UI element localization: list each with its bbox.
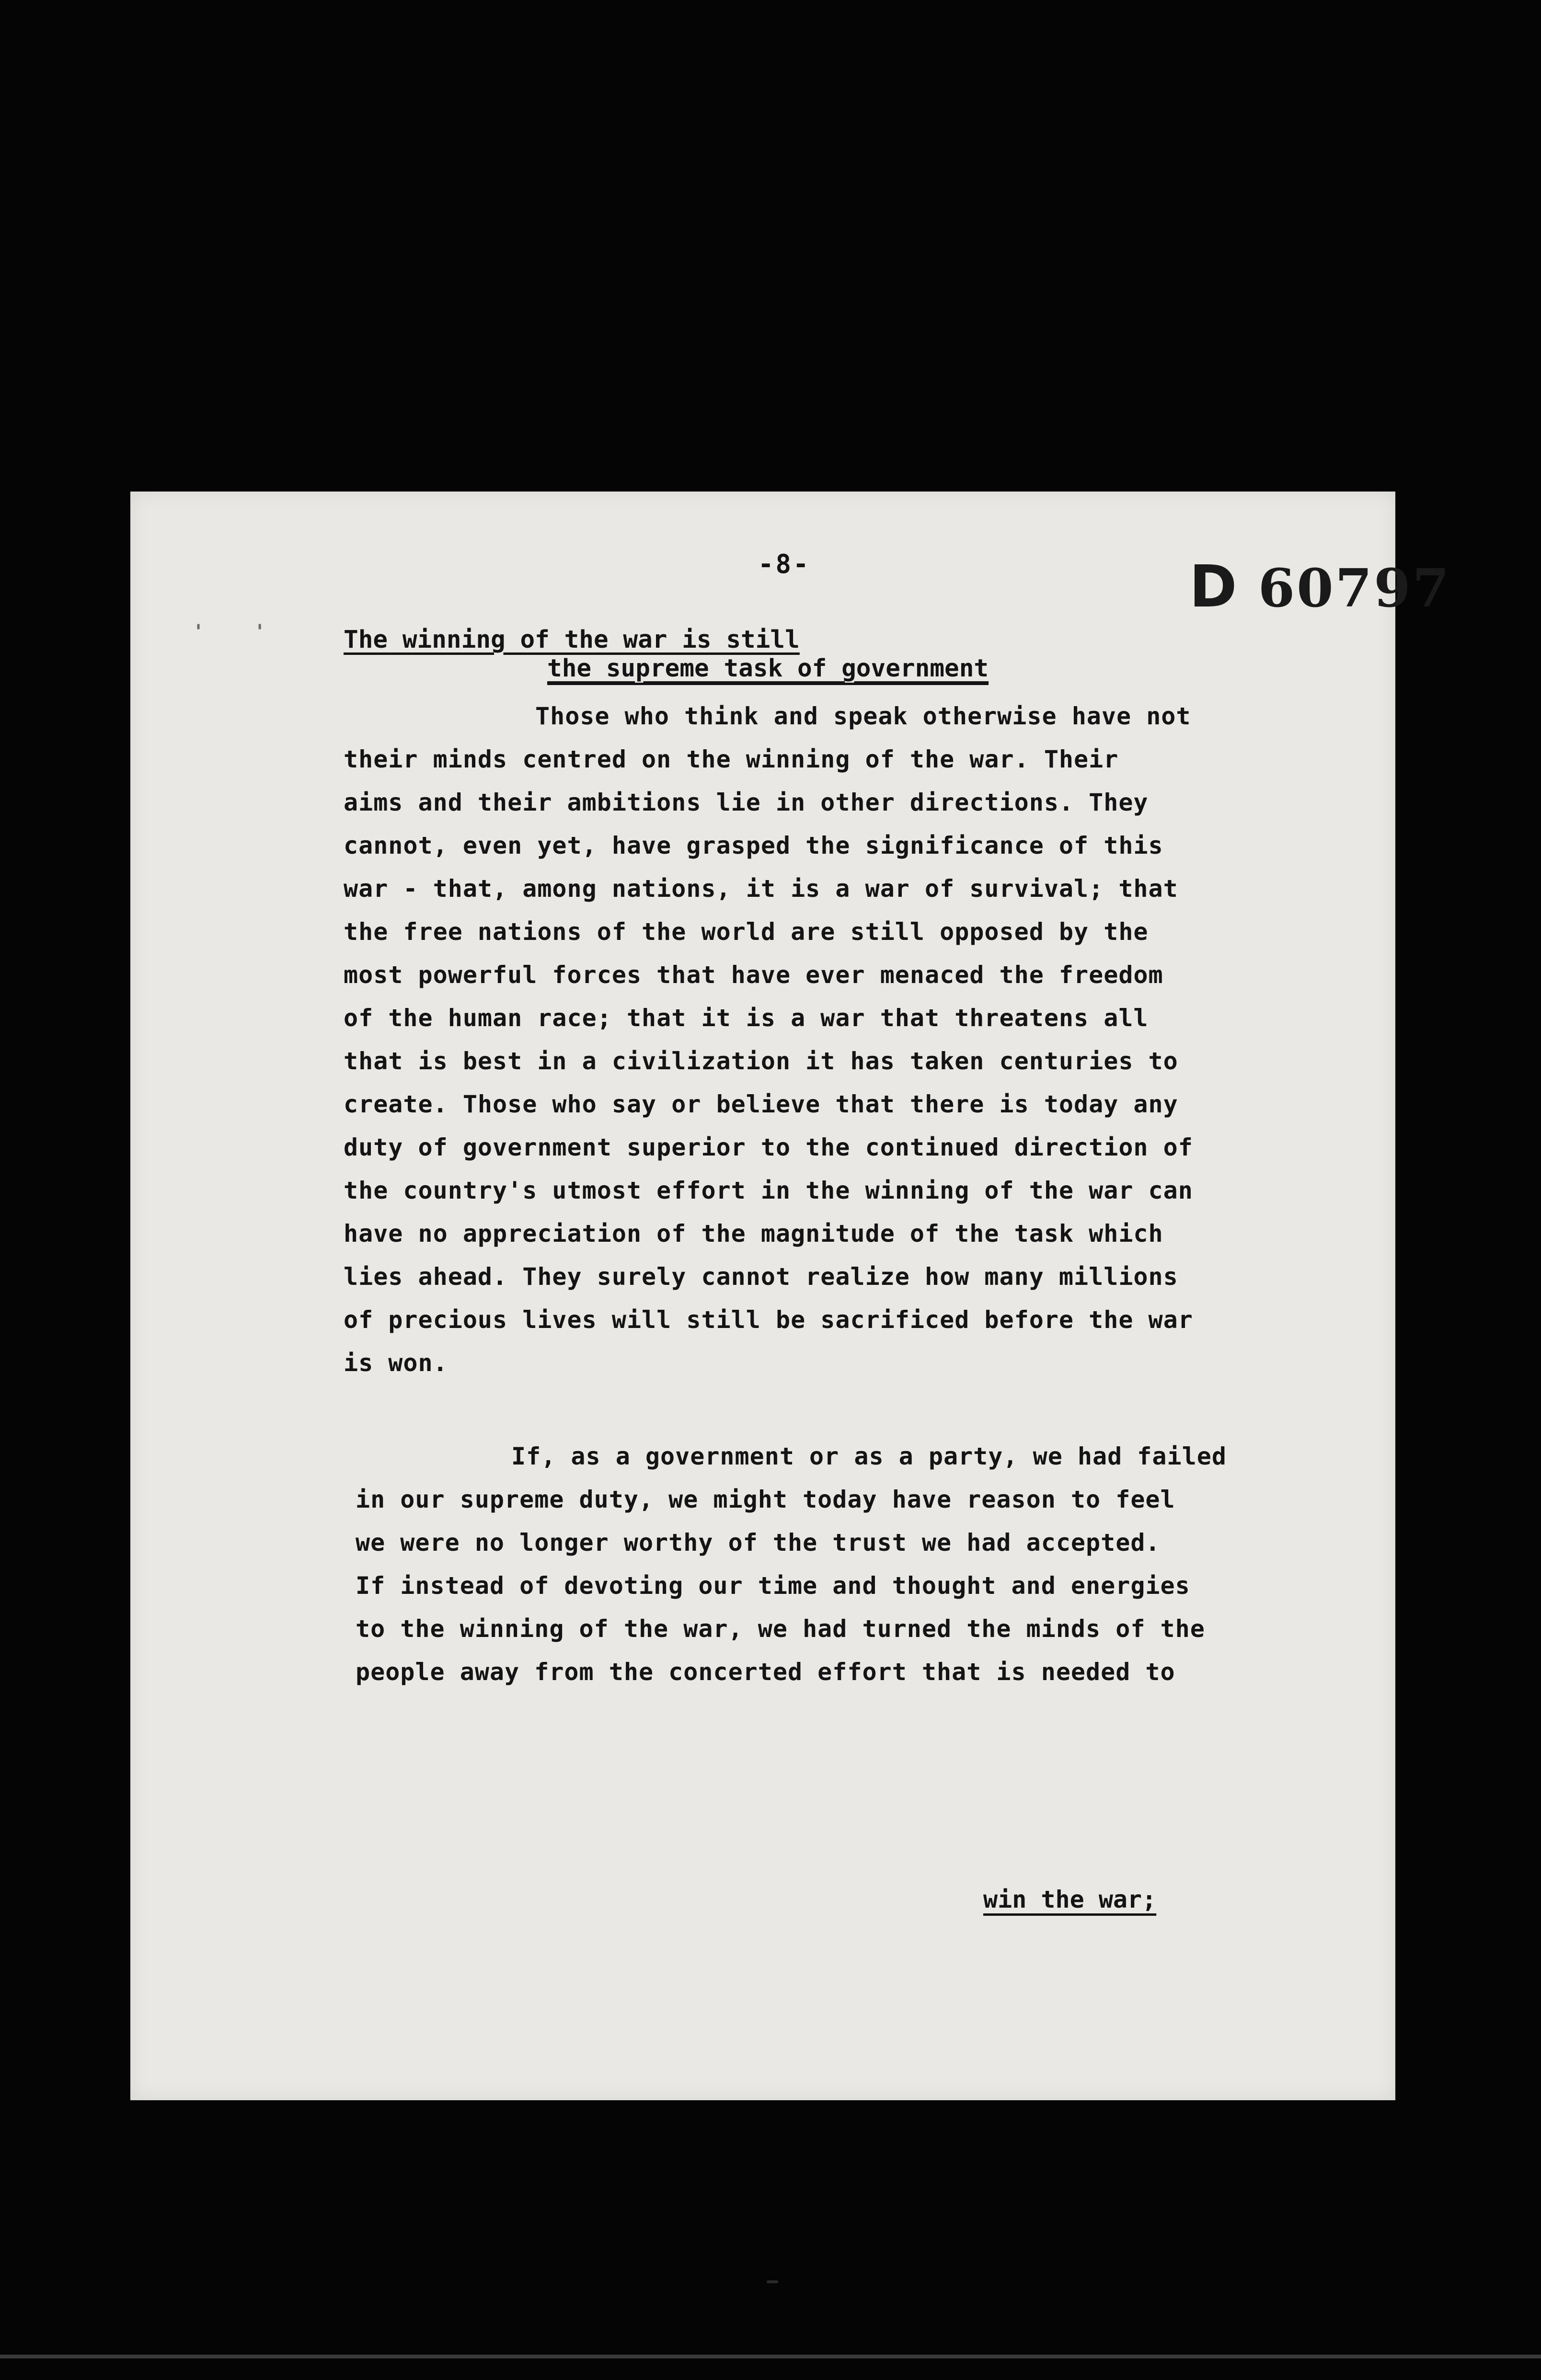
margin-marks: ' ' (193, 621, 285, 643)
closing-line: win the war; (983, 1886, 1157, 1913)
body-line: duty of government superior to the continued direction of (344, 1133, 1193, 1161)
body-line: have no appreciation of the magnitude of the task which (344, 1220, 1163, 1247)
body-line: in our supreme duty, we might today have reason to feel (356, 1486, 1175, 1513)
body-line: create. Those who say or believe that there is today any (344, 1090, 1178, 1118)
body-line: most powerful forces that have ever menaced the freedom (344, 961, 1163, 989)
body-line: that is best in a civilization it has taken centuries to (344, 1047, 1178, 1075)
heading-line-2: the supreme task of government (547, 654, 989, 685)
body-line: If instead of devoting our time and thought and energies (356, 1572, 1190, 1600)
body-line: war - that, among nations, it is a war of survival; that (344, 875, 1178, 903)
body-line: to the winning of the war, we had turned the minds of the (356, 1615, 1205, 1643)
page-number: -8- (758, 549, 811, 579)
body-line: Those who think and speak otherwise have not (535, 702, 1191, 730)
body-line: of precious lives will still be sacrificed before the war (344, 1306, 1193, 1334)
body-line: aims and their ambitions lie in other directions. They (344, 789, 1149, 816)
body-line: cannot, even yet, have grasped the significance of this (344, 832, 1163, 859)
body-line: of the human race; that it is a war that threatens all (344, 1004, 1149, 1032)
scan-artifact (767, 2280, 778, 2283)
archive-stamp (1189, 554, 1451, 620)
document-page (130, 492, 1451, 2100)
bottom-rule (0, 2355, 1541, 2358)
body-line: their minds centred on the winning of the war. Their (344, 745, 1119, 773)
body-line: If, as a government or as a party, we had failed (511, 1442, 1227, 1470)
archive-stamp-letter: D (1189, 554, 1239, 620)
body-line: lies ahead. They surely cannot realize how many millions (344, 1263, 1178, 1291)
body-line: we were no longer worthy of the trust we had accepted. (356, 1529, 1161, 1556)
heading-line-1: The winning of the war is still (344, 626, 800, 654)
archive-stamp-number: 60797 (1258, 557, 1451, 619)
body-line: the country's utmost effort in the winning of the war can (344, 1177, 1193, 1204)
body-line: people away from the concerted effort that is needed to (356, 1658, 1175, 1686)
body-line: is won. (344, 1349, 448, 1377)
body-line: the free nations of the world are still opposed by the (344, 918, 1149, 946)
